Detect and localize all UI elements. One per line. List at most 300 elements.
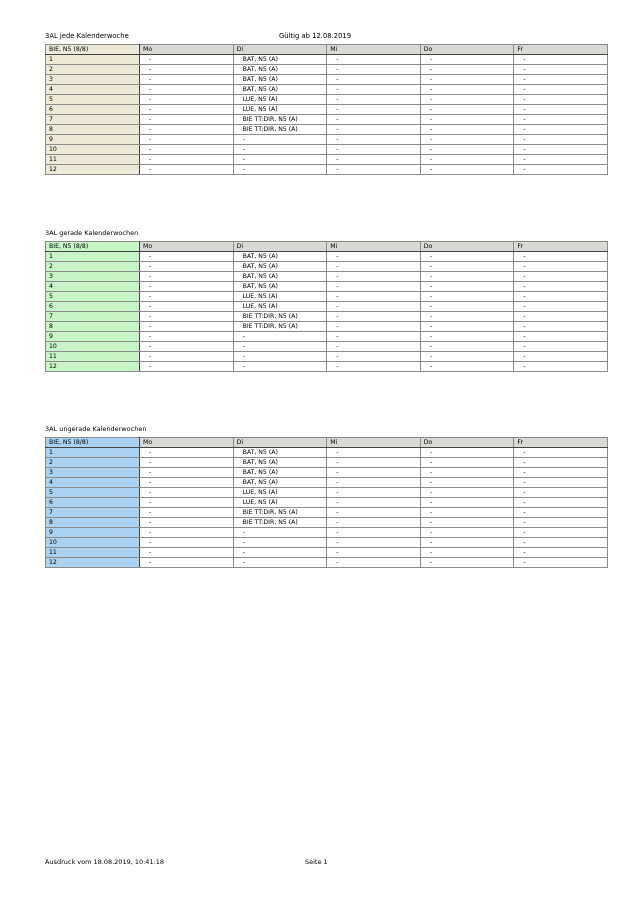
lesson-cell-di[interactable] [233, 538, 327, 548]
lesson-text: - [149, 76, 152, 83]
lesson-text: - [149, 293, 152, 300]
lesson-cell-mi[interactable] [327, 65, 421, 75]
lesson-text: - [429, 126, 433, 133]
lesson-cell-mo[interactable] [140, 252, 234, 262]
lesson-cell-mi[interactable] [327, 165, 421, 175]
table-row [46, 85, 608, 95]
page-header-valid-from: Gültig ab 12.08.2019 [279, 32, 352, 40]
cell-marker-icon [327, 85, 328, 87]
lesson-text: - [149, 509, 152, 516]
lesson-cell-di[interactable] [233, 322, 327, 332]
lesson-text: BAT, N5 (A) [242, 449, 278, 456]
lesson-text: - [523, 303, 526, 310]
lesson-text: LUE, N5 (A) [242, 489, 278, 496]
lesson-cell-fr[interactable] [514, 55, 608, 65]
table-row [46, 75, 608, 85]
lesson-text: - [429, 66, 433, 73]
lesson-cell-fr[interactable] [514, 302, 608, 312]
lesson-cell-mi[interactable] [327, 488, 421, 498]
table-row [46, 508, 608, 518]
lesson-text: - [523, 86, 526, 93]
lesson-cell-di[interactable] [233, 115, 327, 125]
lesson-cell-mi[interactable] [327, 478, 421, 488]
lesson-cell-do[interactable] [420, 292, 514, 302]
lesson-cell-fr[interactable] [514, 145, 608, 155]
lesson-cell-di[interactable] [233, 362, 327, 372]
lesson-text: LUE, N5 (A) [242, 106, 278, 113]
lesson-cell-di[interactable] [233, 548, 327, 558]
lesson-text: - [149, 66, 152, 73]
lesson-cell-mi[interactable] [327, 498, 421, 508]
lesson-cell-fr[interactable] [514, 468, 608, 478]
lesson-cell-fr[interactable] [514, 75, 608, 85]
lesson-cell-do[interactable] [420, 548, 514, 558]
lesson-cell-di[interactable] [233, 85, 327, 95]
lesson-text: - [242, 146, 245, 153]
lesson-cell-fr[interactable] [514, 538, 608, 548]
lesson-cell-mo[interactable] [140, 488, 234, 498]
table-row [46, 155, 608, 165]
lesson-cell-do[interactable] [420, 498, 514, 508]
lesson-text: - [149, 166, 152, 173]
lesson-cell-fr[interactable] [514, 292, 608, 302]
lesson-cell-do[interactable] [420, 85, 514, 95]
lesson-cell-fr[interactable] [514, 518, 608, 528]
lesson-cell-do[interactable] [420, 528, 514, 538]
lesson-cell-do[interactable] [420, 145, 514, 155]
lesson-text: - [242, 529, 245, 536]
lesson-text: - [242, 539, 245, 546]
lesson-cell-fr[interactable] [514, 105, 608, 115]
lesson-cell-mi[interactable] [327, 85, 421, 95]
lesson-cell-mi[interactable] [327, 145, 421, 155]
table-row [46, 488, 608, 498]
period-label: 2 [46, 65, 140, 75]
lesson-cell-mi[interactable] [327, 252, 421, 262]
period-label: 5 [46, 488, 140, 498]
lesson-cell-fr[interactable] [514, 282, 608, 292]
lesson-cell-do[interactable] [420, 538, 514, 548]
lesson-cell-mi[interactable] [327, 548, 421, 558]
lesson-text: - [336, 353, 339, 360]
lesson-cell-fr[interactable] [514, 312, 608, 322]
lesson-cell-mi[interactable] [327, 55, 421, 65]
period-label: 9 [46, 528, 140, 538]
lesson-cell-fr[interactable] [514, 478, 608, 488]
table-row [46, 115, 608, 125]
lesson-cell-fr[interactable] [514, 448, 608, 458]
lesson-text: - [523, 76, 526, 83]
lesson-text: - [149, 86, 152, 93]
lesson-cell-do[interactable] [420, 332, 514, 342]
lesson-cell-mo[interactable] [140, 342, 234, 352]
lesson-cell-di[interactable] [233, 312, 327, 322]
lesson-cell-do[interactable] [420, 272, 514, 282]
lesson-cell-mo[interactable] [140, 468, 234, 478]
lesson-cell-mi[interactable] [327, 292, 421, 302]
lesson-text: - [149, 459, 152, 466]
lesson-cell-mi[interactable] [327, 302, 421, 312]
lesson-cell-mo[interactable] [140, 528, 234, 538]
period-label: 11 [46, 352, 140, 362]
lesson-text: - [429, 293, 433, 300]
lesson-cell-fr[interactable] [514, 498, 608, 508]
table-row [46, 252, 608, 262]
lesson-cell-mi[interactable] [327, 352, 421, 362]
lesson-text: - [429, 459, 433, 466]
lesson-cell-di[interactable] [233, 468, 327, 478]
lesson-text: - [429, 76, 433, 83]
lesson-cell-mi[interactable] [327, 538, 421, 548]
lesson-text: - [429, 136, 433, 143]
lesson-text: BIE TT:DIR, N5 (A) [242, 313, 298, 320]
table-row [46, 538, 608, 548]
lesson-cell-fr[interactable] [514, 125, 608, 135]
lesson-cell-do[interactable] [420, 252, 514, 262]
lesson-cell-di[interactable] [233, 302, 327, 312]
cell-marker-icon [327, 252, 328, 254]
lesson-text: - [149, 529, 152, 536]
period-label: 7 [46, 508, 140, 518]
lesson-text: - [523, 96, 526, 103]
lesson-cell-mo[interactable] [140, 302, 234, 312]
lesson-cell-fr[interactable] [514, 528, 608, 538]
lesson-cell-mi[interactable] [327, 135, 421, 145]
lesson-text: - [149, 253, 152, 260]
lesson-cell-fr[interactable] [514, 272, 608, 282]
lesson-cell-di[interactable] [233, 65, 327, 75]
lesson-text: - [336, 519, 339, 526]
lesson-cell-fr[interactable] [514, 135, 608, 145]
lesson-cell-mo[interactable] [140, 448, 234, 458]
lesson-cell-di[interactable] [233, 135, 327, 145]
lesson-cell-mi[interactable] [327, 75, 421, 85]
cell-marker-icon [327, 75, 328, 77]
lesson-cell-mi[interactable] [327, 558, 421, 568]
lesson-cell-mo[interactable] [140, 85, 234, 95]
lesson-text: - [523, 106, 526, 113]
lesson-cell-do[interactable] [420, 478, 514, 488]
lesson-cell-do[interactable] [420, 262, 514, 272]
day-header-di: Di [233, 45, 327, 55]
lesson-text: - [336, 333, 339, 340]
lesson-cell-fr[interactable] [514, 548, 608, 558]
section-title: 3AL gerade Kalenderwochen [45, 229, 139, 237]
lesson-text: - [149, 323, 152, 330]
lesson-cell-di[interactable] [233, 342, 327, 352]
lesson-cell-di[interactable] [233, 458, 327, 468]
period-label: 2 [46, 262, 140, 272]
lesson-cell-fr[interactable] [514, 342, 608, 352]
lesson-text: - [336, 313, 339, 320]
lesson-cell-mi[interactable] [327, 312, 421, 322]
lesson-cell-mi[interactable] [327, 468, 421, 478]
lesson-cell-mo[interactable] [140, 75, 234, 85]
lesson-cell-mo[interactable] [140, 322, 234, 332]
lesson-cell-mo[interactable] [140, 105, 234, 115]
lesson-cell-do[interactable] [420, 558, 514, 568]
lesson-cell-mi[interactable] [327, 362, 421, 372]
lesson-text: BIE TT:DIR, N5 (A) [242, 323, 298, 330]
lesson-text: - [149, 303, 152, 310]
lesson-text: - [429, 539, 433, 546]
lesson-text: - [523, 126, 526, 133]
lesson-cell-di[interactable] [233, 125, 327, 135]
lesson-cell-do[interactable] [420, 322, 514, 332]
day-header-di: Di [233, 438, 327, 448]
lesson-cell-do[interactable] [420, 115, 514, 125]
period-label: 1 [46, 55, 140, 65]
lesson-cell-mi[interactable] [327, 508, 421, 518]
lesson-cell-di[interactable] [233, 528, 327, 538]
lesson-cell-di[interactable] [233, 292, 327, 302]
lesson-cell-mi[interactable] [327, 518, 421, 528]
timetable-grid [45, 241, 608, 372]
lesson-cell-fr[interactable] [514, 65, 608, 75]
lesson-cell-do[interactable] [420, 312, 514, 322]
lesson-cell-mo[interactable] [140, 538, 234, 548]
lesson-cell-mi[interactable] [327, 272, 421, 282]
lesson-cell-do[interactable] [420, 362, 514, 372]
lesson-cell-mo[interactable] [140, 125, 234, 135]
lesson-cell-mo[interactable] [140, 332, 234, 342]
lesson-cell-mi[interactable] [327, 115, 421, 125]
lesson-cell-fr[interactable] [514, 85, 608, 95]
lesson-cell-fr[interactable] [514, 332, 608, 342]
lesson-text: BAT, N5 (A) [242, 66, 278, 73]
lesson-cell-mo[interactable] [140, 135, 234, 145]
lesson-text: - [429, 106, 433, 113]
lesson-cell-mo[interactable] [140, 282, 234, 292]
lesson-cell-do[interactable] [420, 282, 514, 292]
lesson-text: - [336, 549, 339, 556]
day-header-mi: Mi [327, 45, 421, 55]
lesson-text: - [523, 449, 526, 456]
period-label: 9 [46, 332, 140, 342]
lesson-cell-fr[interactable] [514, 262, 608, 272]
lesson-cell-do[interactable] [420, 135, 514, 145]
lesson-cell-di[interactable] [233, 352, 327, 362]
lesson-cell-do[interactable] [420, 342, 514, 352]
lesson-cell-di[interactable] [233, 55, 327, 65]
lesson-cell-do[interactable] [420, 105, 514, 115]
table-row [46, 125, 608, 135]
lesson-cell-mi[interactable] [327, 262, 421, 272]
table-row [46, 272, 608, 282]
lesson-text: - [336, 499, 339, 506]
lesson-cell-do[interactable] [420, 75, 514, 85]
cell-marker-icon [327, 302, 328, 304]
lesson-cell-mo[interactable] [140, 362, 234, 372]
lesson-cell-di[interactable] [233, 272, 327, 282]
lesson-text: - [149, 126, 152, 133]
period-label: 8 [46, 518, 140, 528]
cell-marker-icon [327, 498, 328, 500]
lesson-text: BAT, N5 (A) [242, 479, 278, 486]
lesson-cell-di[interactable] [233, 488, 327, 498]
lesson-text: - [242, 156, 245, 163]
lesson-cell-mo[interactable] [140, 95, 234, 105]
lesson-cell-mi[interactable] [327, 155, 421, 165]
period-label: 3 [46, 468, 140, 478]
lesson-text: - [429, 323, 433, 330]
lesson-cell-mi[interactable] [327, 282, 421, 292]
lesson-cell-fr[interactable] [514, 352, 608, 362]
lesson-cell-mo[interactable] [140, 165, 234, 175]
lesson-cell-do[interactable] [420, 165, 514, 175]
lesson-cell-mi[interactable] [327, 332, 421, 342]
period-label: 5 [46, 95, 140, 105]
lesson-cell-mo[interactable] [140, 155, 234, 165]
lesson-cell-fr[interactable] [514, 165, 608, 175]
lesson-cell-mo[interactable] [140, 272, 234, 282]
lesson-cell-di[interactable] [233, 155, 327, 165]
lesson-text: - [429, 549, 433, 556]
period-label: 9 [46, 135, 140, 145]
lesson-cell-di[interactable] [233, 165, 327, 175]
lesson-cell-mo[interactable] [140, 145, 234, 155]
period-label: 7 [46, 115, 140, 125]
lesson-cell-di[interactable] [233, 95, 327, 105]
lesson-text: BAT, N5 (A) [242, 283, 278, 290]
lesson-cell-mi[interactable] [327, 322, 421, 332]
lesson-cell-fr[interactable] [514, 558, 608, 568]
lesson-text: - [523, 253, 526, 260]
lesson-cell-fr[interactable] [514, 488, 608, 498]
lesson-text: - [336, 76, 339, 83]
lesson-text: - [429, 353, 433, 360]
table-row [46, 558, 608, 568]
lesson-cell-do[interactable] [420, 448, 514, 458]
lesson-cell-do[interactable] [420, 518, 514, 528]
lesson-text: BAT, N5 (A) [242, 469, 278, 476]
lesson-cell-mo[interactable] [140, 518, 234, 528]
lesson-text: - [429, 499, 433, 506]
lesson-cell-fr[interactable] [514, 115, 608, 125]
lesson-text: - [242, 136, 245, 143]
lesson-cell-do[interactable] [420, 55, 514, 65]
lesson-text: - [523, 293, 526, 300]
lesson-cell-do[interactable] [420, 352, 514, 362]
lesson-cell-do[interactable] [420, 508, 514, 518]
lesson-cell-fr[interactable] [514, 95, 608, 105]
lesson-cell-di[interactable] [233, 332, 327, 342]
lesson-text: - [149, 146, 152, 153]
lesson-text: - [523, 343, 526, 350]
lesson-cell-mo[interactable] [140, 558, 234, 568]
period-label: 2 [46, 458, 140, 468]
lesson-cell-mo[interactable] [140, 292, 234, 302]
lesson-cell-mo[interactable] [140, 115, 234, 125]
lesson-cell-di[interactable] [233, 518, 327, 528]
lesson-cell-do[interactable] [420, 458, 514, 468]
page-number: Seite 1 [305, 858, 328, 866]
period-label: 6 [46, 105, 140, 115]
lesson-cell-mo[interactable] [140, 55, 234, 65]
lesson-text: LUE, N5 (A) [242, 96, 278, 103]
lesson-cell-fr[interactable] [514, 508, 608, 518]
lesson-cell-mo[interactable] [140, 478, 234, 488]
lesson-text: - [523, 549, 526, 556]
lesson-text: LUE, N5 (A) [242, 499, 278, 506]
period-label: 6 [46, 498, 140, 508]
lesson-text: - [429, 116, 433, 123]
lesson-cell-do[interactable] [420, 65, 514, 75]
lesson-cell-do[interactable] [420, 125, 514, 135]
lesson-text: - [336, 509, 339, 516]
lesson-cell-do[interactable] [420, 95, 514, 105]
lesson-cell-mo[interactable] [140, 262, 234, 272]
lesson-cell-di[interactable] [233, 478, 327, 488]
lesson-cell-di[interactable] [233, 558, 327, 568]
period-label: 10 [46, 145, 140, 155]
lesson-cell-di[interactable] [233, 252, 327, 262]
lesson-cell-fr[interactable] [514, 252, 608, 262]
period-label: 11 [46, 548, 140, 558]
lesson-text: - [149, 136, 152, 143]
lesson-cell-mi[interactable] [327, 342, 421, 352]
lesson-cell-do[interactable] [420, 468, 514, 478]
lesson-cell-fr[interactable] [514, 155, 608, 165]
table-row [46, 548, 608, 558]
lesson-cell-di[interactable] [233, 75, 327, 85]
lesson-cell-mo[interactable] [140, 352, 234, 362]
lesson-cell-mi[interactable] [327, 95, 421, 105]
period-label: 8 [46, 322, 140, 332]
lesson-cell-mi[interactable] [327, 448, 421, 458]
lesson-cell-di[interactable] [233, 145, 327, 155]
lesson-text: - [523, 509, 526, 516]
lesson-text: - [429, 303, 433, 310]
lesson-text: BAT, N5 (A) [242, 86, 278, 93]
lesson-text: - [336, 323, 339, 330]
lesson-cell-fr[interactable] [514, 322, 608, 332]
cell-marker-icon [327, 55, 328, 57]
lesson-text: - [242, 343, 245, 350]
lesson-cell-di[interactable] [233, 508, 327, 518]
lesson-cell-do[interactable] [420, 155, 514, 165]
lesson-cell-mo[interactable] [140, 458, 234, 468]
lesson-cell-mi[interactable] [327, 528, 421, 538]
day-header-fr: Fr [514, 45, 608, 55]
table-row [46, 135, 608, 145]
lesson-cell-mi[interactable] [327, 105, 421, 115]
lesson-text: - [149, 313, 152, 320]
lesson-cell-fr[interactable] [514, 362, 608, 372]
lesson-cell-do[interactable] [420, 302, 514, 312]
lesson-text: - [242, 333, 245, 340]
lesson-cell-di[interactable] [233, 105, 327, 115]
lesson-cell-di[interactable] [233, 448, 327, 458]
period-label: 4 [46, 85, 140, 95]
lesson-cell-di[interactable] [233, 282, 327, 292]
lesson-text: - [336, 343, 339, 350]
lesson-cell-do[interactable] [420, 488, 514, 498]
lesson-cell-mi[interactable] [327, 458, 421, 468]
lesson-cell-mi[interactable] [327, 125, 421, 135]
lesson-cell-mo[interactable] [140, 312, 234, 322]
table-row [46, 55, 608, 65]
lesson-cell-mo[interactable] [140, 65, 234, 75]
lesson-cell-mo[interactable] [140, 508, 234, 518]
lesson-cell-fr[interactable] [514, 458, 608, 468]
lesson-cell-mo[interactable] [140, 548, 234, 558]
lesson-text: BAT, N5 (A) [242, 76, 278, 83]
lesson-cell-di[interactable] [233, 498, 327, 508]
lesson-text: - [523, 166, 526, 173]
lesson-cell-mo[interactable] [140, 498, 234, 508]
lesson-cell-di[interactable] [233, 262, 327, 272]
